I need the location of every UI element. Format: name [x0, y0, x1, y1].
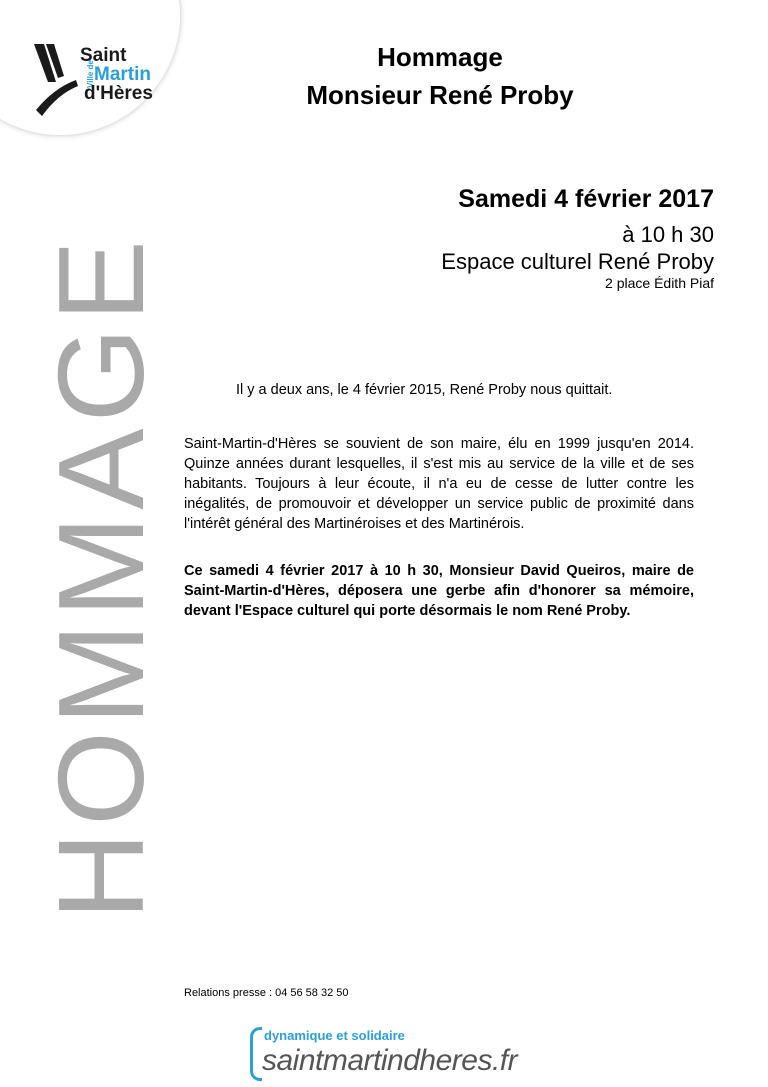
announcement-paragraph: Ce samedi 4 février 2017 à 10 h 30, Monsieur David Queiros, maire de Saint-Martin-d'Hères, déposera une gerbe afin d'honorer sa mémoire, devant l'Espace culturel qui porte désormais le nom René Proby.	[184, 563, 694, 619]
footer-website[interactable]: saintmartindheres.fr	[262, 1044, 518, 1077]
intro-text: Il y a deux ans, le 4 février 2015, René Proby nous quittait.	[236, 382, 613, 398]
event-place: Espace culturel René Proby	[441, 249, 714, 274]
footer-tagline: dynamique et solidaire	[264, 1028, 405, 1043]
logo-word-dheres: d'Hères	[84, 83, 153, 104]
city-logo	[30, 42, 153, 130]
event-date: Samedi 4 février 2017	[458, 185, 714, 213]
logo-stripes-icon	[30, 42, 80, 122]
logo-word-martin: Martin	[94, 64, 151, 85]
event-time: à 10 h 30	[622, 222, 714, 247]
body-paragraph: Saint-Martin-d'Hères se souvient de son maire, élu en 1999 jusqu'en 2014. Quinze années durant lesquelles, il s'est mis au service de la ville et de ses habitants. Toujours à leur écoute, il n'a eu de cesse de lutter contre les inégalités, de promouvoir et développer un service public de proximité dans l'intérêt général des Martinéroises et des Martinérois.	[184, 436, 694, 532]
title-line-1: Hommage	[377, 42, 503, 72]
title-line-2: Monsieur René Proby	[306, 80, 574, 110]
logo-ville-text: Ville de	[86, 60, 95, 88]
event-address: 2 place Édith Piaf	[605, 275, 714, 291]
press-contact: Relations presse : 04 56 58 32 50	[184, 987, 349, 999]
logo-word-saint: Saint	[80, 45, 127, 66]
bracket-icon	[250, 1027, 262, 1081]
vertical-banner: HOMMAGE	[33, 234, 169, 920]
footer-brand	[250, 1024, 550, 1082]
